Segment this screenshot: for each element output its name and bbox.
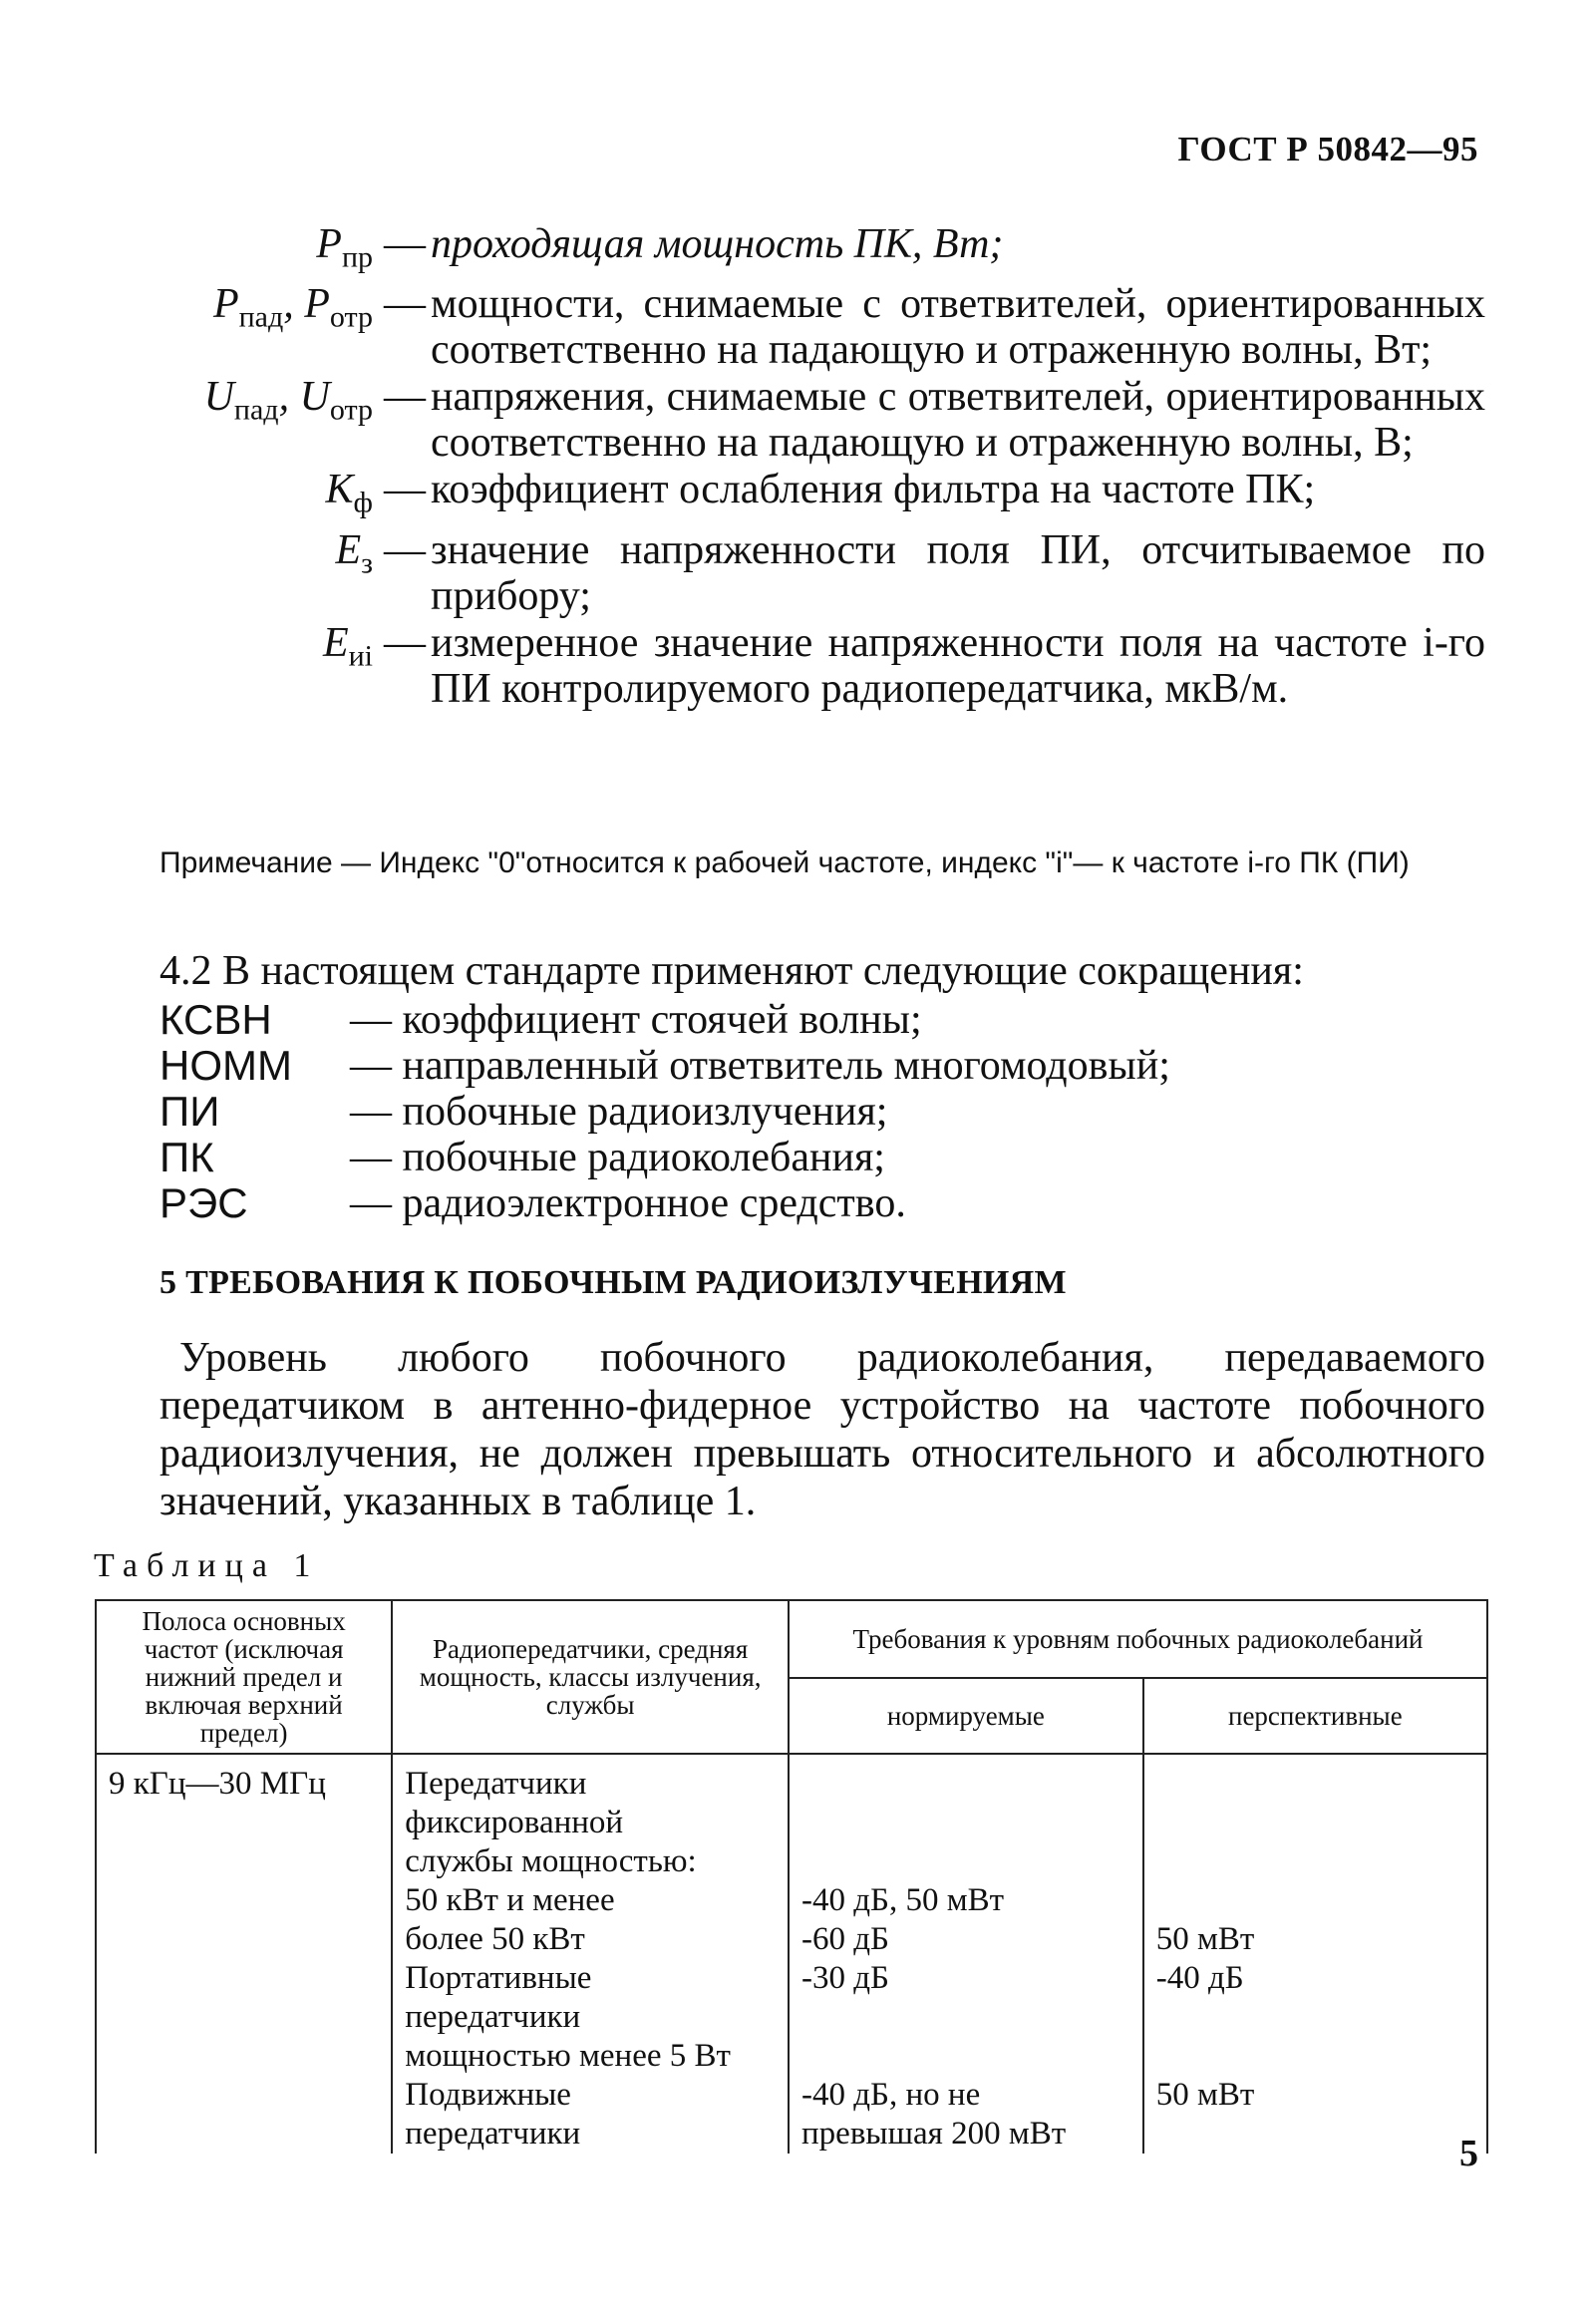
definition-text: измеренное значение напряженности поля на частоте i-го ПИ контролируемого радиопередатчика, мкВ/м. bbox=[431, 619, 1485, 712]
definition-dash: — bbox=[384, 281, 426, 328]
definition-item bbox=[150, 620, 1485, 712]
abbreviation-code: КСВН bbox=[160, 996, 272, 1043]
cell-line: передатчики bbox=[405, 1999, 581, 2035]
definition-symbol: $K_ф$ bbox=[325, 467, 373, 519]
note-text: Примечание — Индекс "0"относится к рабочей частоте, индекс "i"— к частоте i-го ПК (ПИ) bbox=[160, 846, 1410, 879]
cell-prospective bbox=[1143, 1754, 1487, 2154]
cell-line bbox=[1156, 1765, 1474, 1804]
header-requirements-group: Требования к уровням побочных радиоколебаний bbox=[789, 1600, 1487, 1678]
cell-line: 50 мВт bbox=[1155, 2077, 1255, 2113]
definition-text: напряжения, снимаемые с ответвителей, ориентированных соответственно на падающую и отраженную волны, В; bbox=[431, 374, 1485, 467]
definition-dash: — bbox=[384, 221, 426, 267]
cell-line: более 50 кВт bbox=[405, 1921, 585, 1957]
cell-line: передатчики bbox=[405, 2116, 581, 2152]
definition-dash: — bbox=[384, 467, 426, 513]
abbreviation-desc: — коэффициент стоячей волны; bbox=[350, 997, 922, 1043]
header-prospective: перспективные bbox=[1143, 1678, 1487, 1754]
header-transmitters: Радиопередатчики, средняя мощность, классы излучения, службы bbox=[392, 1600, 789, 1754]
cell-line: фиксированной bbox=[405, 1805, 624, 1840]
header-normalized: нормируемые bbox=[789, 1678, 1143, 1754]
definition-text: проходящая мощность ПК, Вт; bbox=[431, 221, 1004, 267]
abbreviation-code: ПК bbox=[160, 1134, 214, 1180]
definition-symbol: $E_{иi}$ bbox=[322, 619, 373, 673]
definition-item bbox=[150, 467, 1485, 525]
definition-text: значение напряженности поля ПИ, отсчитываемое по прибору; bbox=[431, 526, 1485, 619]
document-header: ГОСТ Р 50842—95 bbox=[1177, 130, 1478, 168]
cell-line: -40 дБ bbox=[1155, 1960, 1244, 1996]
cell-line bbox=[1156, 1881, 1474, 1920]
abbreviation-desc: — побочные радиоколебания; bbox=[350, 1135, 885, 1180]
abbreviation-item bbox=[160, 997, 1170, 1043]
cell-line: -40 дБ, 50 мВт bbox=[801, 1882, 1005, 1918]
cell-line bbox=[1156, 2115, 1474, 2154]
cell-line: -60 дБ bbox=[801, 1921, 889, 1957]
cell-line bbox=[801, 1842, 1130, 1881]
definition-symbol: $P_{пад}$, $P_{отр}$ bbox=[212, 281, 373, 334]
cell-line: Передатчики bbox=[405, 1766, 587, 1802]
abbreviation-desc: — радиоэлектронное средство. bbox=[350, 1180, 906, 1226]
cell-band: 9 кГц—30 МГц bbox=[96, 1754, 392, 2154]
definition-item bbox=[150, 221, 1485, 280]
abbreviations-intro: 4.2 В настоящем стандарте применяют следующие сокращения: bbox=[160, 948, 1304, 994]
header-band: Полоса основных частот (исключая нижний предел и включая верхний предел) bbox=[96, 1600, 392, 1754]
definition-item bbox=[150, 281, 1485, 373]
abbreviation-item bbox=[160, 1180, 1170, 1226]
table-caption: Таблица 1 bbox=[94, 1547, 320, 1584]
page-number: 5 bbox=[1459, 2133, 1478, 2174]
cell-line: -30 дБ bbox=[801, 1960, 889, 1996]
section-paragraph: Уровень любого побочного радиоколебания, передаваемого передатчиком в антенно-фидерное устройство на частоте побочного радиоизлучения, не должен превышать относительного и абсолютного значений, указанных в таблице 1. bbox=[160, 1335, 1485, 1524]
abbreviation-item bbox=[160, 1135, 1170, 1180]
cell-line bbox=[801, 1998, 1130, 2037]
definition-text: мощности, снимаемые с ответвителей, ориентированных соответственно на падающую и отраженную волны, Вт; bbox=[431, 281, 1485, 374]
table-header-row bbox=[96, 1600, 1487, 1678]
definition-symbol: $E_з$ bbox=[335, 526, 373, 580]
cell-line: службы мощностью: bbox=[405, 1843, 697, 1879]
cell-line: мощностью менее 5 Вт bbox=[405, 2038, 731, 2074]
definition-text: коэффициент ослабления фильтра на частоте ПК; bbox=[431, 467, 1316, 513]
cell-line: 50 мВт bbox=[1155, 1921, 1255, 1957]
cell-line bbox=[801, 2037, 1130, 2076]
cell-line bbox=[1156, 1842, 1474, 1881]
abbreviation-code: ПИ bbox=[160, 1088, 220, 1135]
abbreviation-code: НОММ bbox=[160, 1042, 292, 1089]
cell-transmitters bbox=[392, 1754, 789, 2154]
abbreviation-desc: — направленный ответвитель многомодовый; bbox=[350, 1043, 1170, 1089]
cell-line bbox=[1156, 1804, 1474, 1842]
definition-dash: — bbox=[384, 374, 426, 421]
cell-line: Портативные bbox=[405, 1960, 592, 1996]
definition-item bbox=[150, 527, 1485, 619]
definition-dash: — bbox=[384, 526, 426, 573]
definitions-list bbox=[150, 221, 1485, 713]
table-row bbox=[96, 1754, 1487, 2154]
abbreviation-item bbox=[160, 1043, 1170, 1089]
cell-line: 50 кВт и менее bbox=[405, 1882, 615, 1918]
cell-normalized bbox=[789, 1754, 1143, 2154]
definition-symbol: $U_{пад}$, $U_{отр}$ bbox=[203, 374, 373, 427]
cell-line: Подвижные bbox=[405, 2077, 571, 2113]
abbreviation-item bbox=[160, 1089, 1170, 1135]
cell-line: -40 дБ, но не bbox=[801, 2077, 981, 2113]
abbreviations-list bbox=[160, 997, 1170, 1226]
definition-symbol: $P_{пр}$ bbox=[316, 221, 373, 274]
cell-line bbox=[1156, 1998, 1474, 2037]
abbreviation-code: РЭС bbox=[160, 1179, 248, 1226]
requirements-table bbox=[95, 1599, 1488, 2154]
cell-line: превышая 200 мВт bbox=[801, 2116, 1067, 2152]
definition-dash: — bbox=[384, 619, 426, 666]
cell-line bbox=[801, 1804, 1130, 1842]
cell-line bbox=[801, 1765, 1130, 1804]
definition-item bbox=[150, 374, 1485, 466]
abbreviation-desc: — побочные радиоизлучения; bbox=[350, 1089, 888, 1135]
section-title: 5 ТРЕБОВАНИЯ К ПОБОЧНЫМ РАДИОИЗЛУЧЕНИЯМ bbox=[160, 1264, 1067, 1301]
cell-line bbox=[1156, 2037, 1474, 2076]
